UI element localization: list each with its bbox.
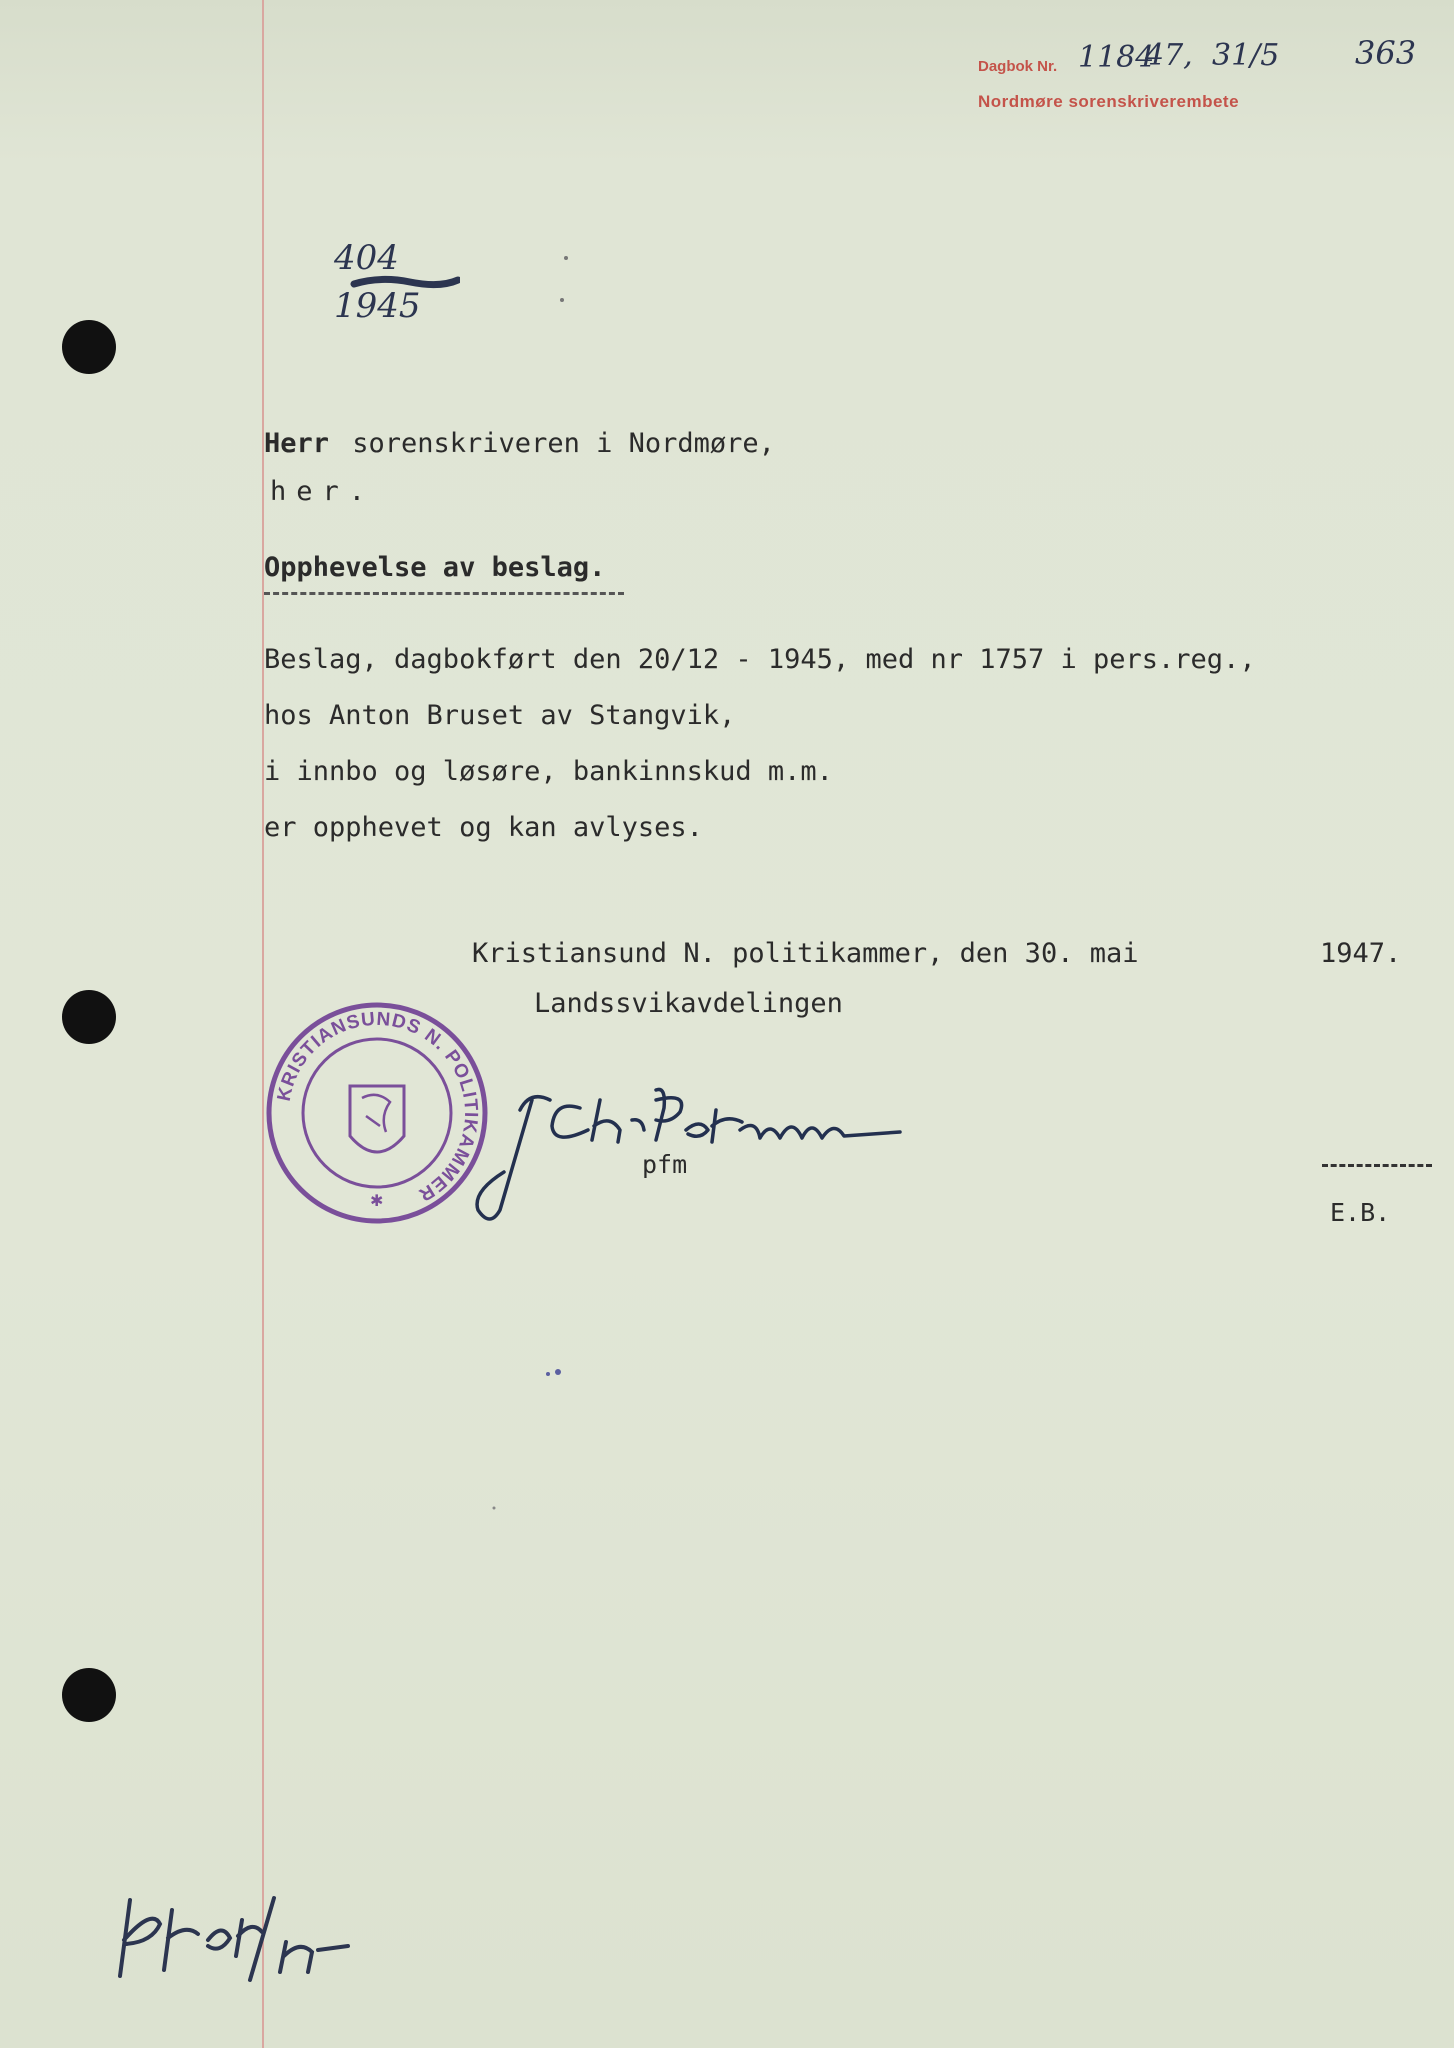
dagbok-year: 47, — [1145, 38, 1193, 73]
svg-text:KRISTIANSUNDS N. POLITIKAMMER: KRISTIANSUNDS N. POLITIKAMMER — [273, 1008, 482, 1206]
body-line: Beslag, dagbokført den 20/12 - 1945, med nr 1757 i pers.reg., — [264, 644, 1256, 675]
body-line: hos Anton Bruset av Stangvik, — [264, 700, 736, 731]
initials: E.B. — [1330, 1198, 1391, 1227]
police-seal — [262, 998, 492, 1228]
salutation-herr: Herr — [264, 428, 330, 459]
dagbok-stamp-label: Dagbok Nr. — [978, 58, 1058, 75]
reference-number: 404 — [334, 238, 399, 278]
place-date: Kristiansund N. politikammer, den 30. mai — [472, 938, 1139, 969]
body-line: i innbo og løsøre, bankinnskud m.m. — [264, 756, 833, 787]
title-underline — [264, 592, 624, 595]
letter-year: 1947. — [1320, 938, 1402, 969]
body-line: er opphevet og kan avlyses. — [264, 812, 703, 843]
letter-title: Opphevelse av beslag. — [264, 552, 606, 583]
handwritten-note — [112, 1880, 362, 1990]
recipient: sorenskriveren i Nordmøre, — [336, 428, 775, 459]
punch-hole — [62, 990, 116, 1044]
punch-hole — [62, 1668, 116, 1722]
reference-year: 1945 — [334, 286, 421, 326]
signature — [460, 1060, 1000, 1230]
punch-hole — [62, 320, 116, 374]
department: Landssvikavdelingen — [534, 988, 843, 1019]
signature-title: pfm — [642, 1150, 688, 1179]
recipient-location: her. — [270, 476, 376, 507]
dagbok-date: 31/5 — [1212, 38, 1280, 73]
office-stamp: Nordmøre sorenskriverembete — [978, 92, 1240, 111]
svg-text:✱: ✱ — [370, 1191, 384, 1210]
dagbok-page: 363 — [1355, 34, 1417, 72]
dagbok-number: 1184 — [1078, 40, 1155, 75]
initials-rule — [1322, 1164, 1432, 1167]
